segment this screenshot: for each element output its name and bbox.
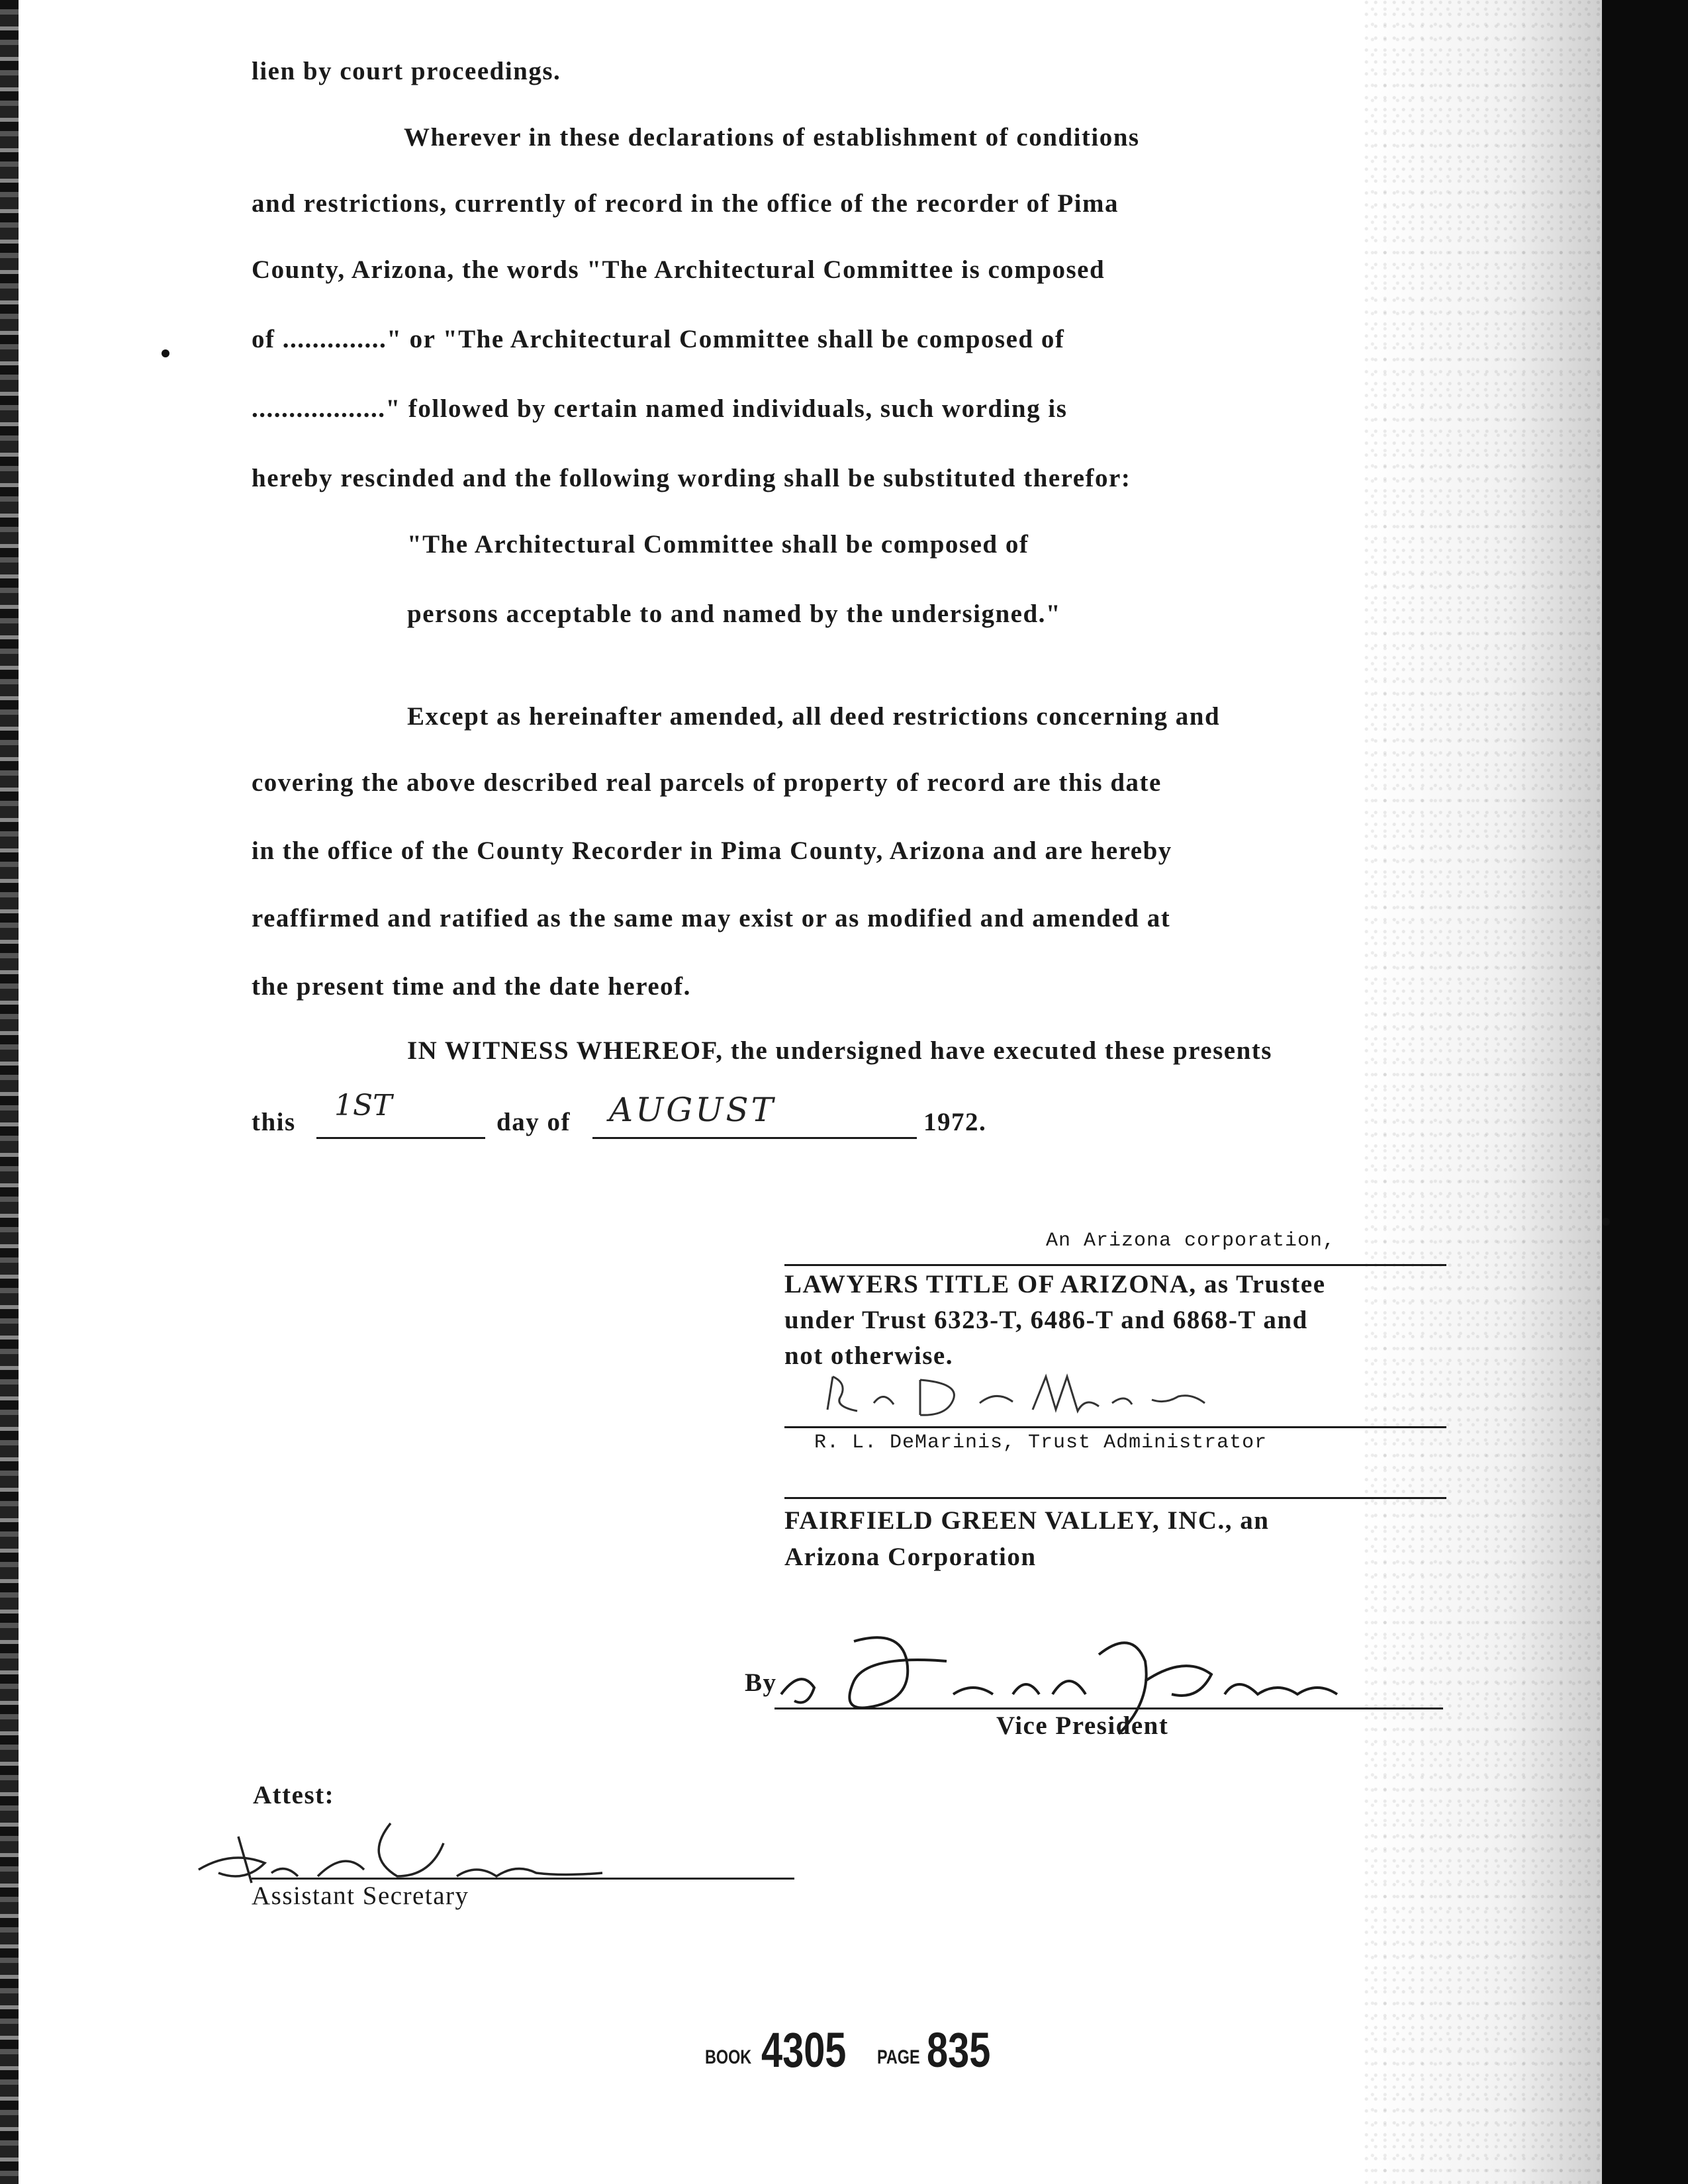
day-blank bbox=[316, 1137, 485, 1139]
lawyers-title-line: LAWYERS TITLE OF ARIZONA, as Trustee bbox=[784, 1270, 1326, 1298]
fairfield-line: FAIRFIELD GREEN VALLEY, INC., an bbox=[784, 1506, 1270, 1535]
body-line: Except as hereinafter amended, all deed restrictions concerning and bbox=[407, 702, 1221, 731]
vp-signature-rule bbox=[774, 1707, 1443, 1709]
body-line: IN WITNESS WHEREOF, the undersigned have executed these presents bbox=[407, 1036, 1272, 1065]
body-line: in the office of the County Recorder in Pima County, Arizona and are hereby bbox=[252, 837, 1172, 865]
vice-president-label: Vice President bbox=[996, 1711, 1169, 1740]
body-line: hereby rescinded and the following wording shall be substituted therefor: bbox=[252, 464, 1131, 492]
body-line: and restrictions, currently of record in the office of the recorder of Pima bbox=[252, 189, 1119, 218]
demarinis-signature bbox=[821, 1363, 1284, 1436]
body-line: covering the above described real parcels of property of record are this date bbox=[252, 768, 1162, 797]
fairfield-rule bbox=[784, 1497, 1446, 1499]
margin-mark bbox=[162, 349, 169, 357]
scan-edge-left bbox=[0, 0, 19, 2184]
arizona-corporation-line: Arizona Corporation bbox=[784, 1543, 1037, 1571]
book-label: BOOK bbox=[705, 2046, 752, 2068]
body-line: the present time and the date hereof. bbox=[252, 972, 691, 1001]
body-line: Wherever in these declarations of establishment of conditions bbox=[404, 123, 1140, 152]
attest-signature-rule bbox=[252, 1878, 794, 1880]
scan-edge-right bbox=[1602, 0, 1688, 2184]
quote-line: persons acceptable to and named by the undersigned." bbox=[407, 600, 1062, 628]
body-line: reaffirmed and ratified as the same may exist or as modified and amended at bbox=[252, 904, 1171, 933]
month-handwritten: AUGUST bbox=[609, 1091, 776, 1129]
day-of-label: day of bbox=[496, 1108, 571, 1136]
attest-label: Attest: bbox=[253, 1781, 335, 1809]
quote-line: "The Architectural Committee shall be composed of bbox=[407, 530, 1029, 559]
body-line: of .............." or "The Architectural Committee shall be composed of bbox=[252, 325, 1065, 353]
body-line: lien by court proceedings. bbox=[252, 57, 561, 85]
year-label: 1972. bbox=[923, 1108, 987, 1136]
corp-note: An Arizona corporation, bbox=[1046, 1230, 1336, 1252]
body-line: .................." followed by certain named individuals, such wording is bbox=[252, 394, 1068, 423]
assistant-secretary-label: Assistant Secretary bbox=[252, 1882, 469, 1910]
trust-line: under Trust 6323-T, 6486-T and 6868-T and bbox=[784, 1306, 1308, 1334]
margin-mark bbox=[1602, 1218, 1610, 1226]
month-blank bbox=[592, 1137, 917, 1139]
scan-speckle bbox=[1364, 0, 1602, 2184]
signature-rule bbox=[784, 1264, 1446, 1266]
day-handwritten: 1ST bbox=[334, 1089, 393, 1122]
not-otherwise-line: not otherwise. bbox=[784, 1342, 953, 1370]
book-number: 4305 bbox=[761, 2023, 847, 2077]
trustee-signature-rule bbox=[784, 1426, 1446, 1428]
page-label: PAGE bbox=[877, 2046, 920, 2068]
by-label: By bbox=[745, 1668, 777, 1697]
trust-administrator-name: R. L. DeMarinis, Trust Administrator bbox=[814, 1432, 1268, 1454]
this-label: this bbox=[252, 1108, 296, 1136]
page-number: 835 bbox=[927, 2023, 991, 2077]
body-line: County, Arizona, the words "The Architectural Committee is composed bbox=[252, 255, 1105, 284]
